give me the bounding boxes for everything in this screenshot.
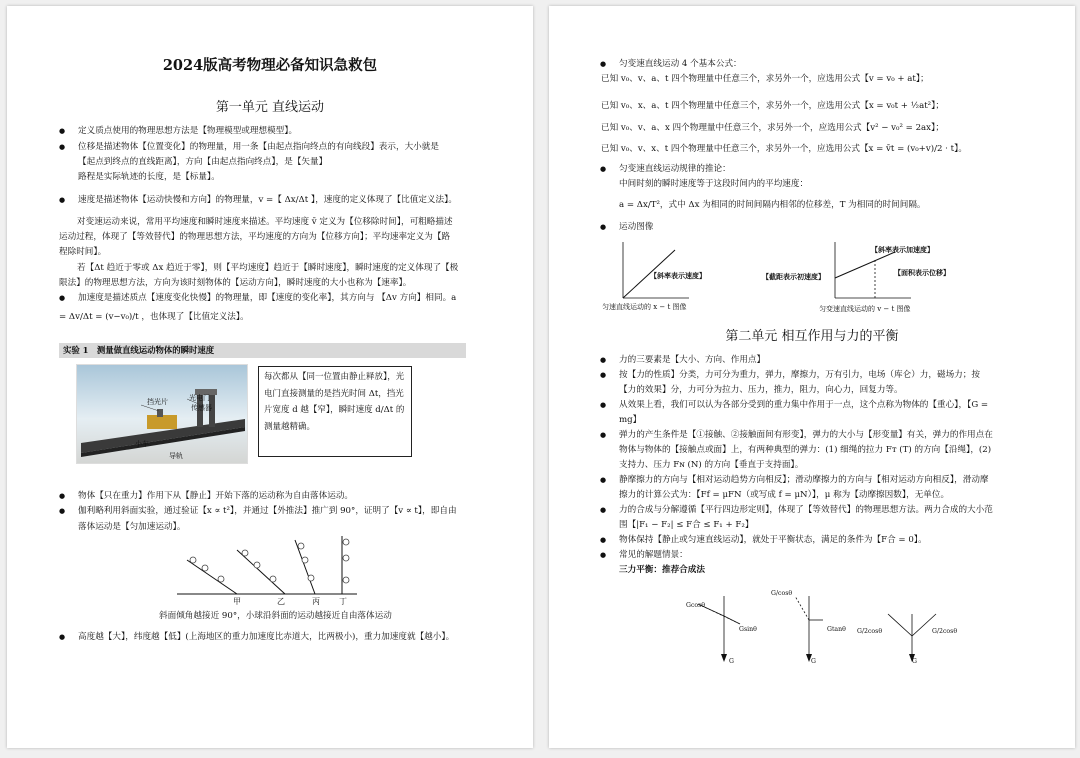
force-label-g3: G [912, 658, 917, 665]
list-item-scenarios [619, 548, 1039, 564]
list-item-free-fall [78, 489, 498, 505]
incline-label-b: 乙 [277, 597, 285, 606]
paragraph-text: 常见的解题情景： [619, 550, 688, 560]
paragraph-text: 运动图像 [619, 222, 654, 232]
paragraph-text: 匀变速直线运动规律的推论： [619, 164, 731, 174]
photogate-apparatus-illustration [77, 365, 249, 465]
xt-caption: 匀速直线运动的 x − t 图像 [602, 303, 687, 311]
document-title: 2024版高考物理必备知识急救包 [162, 57, 378, 74]
force-label-half-2: G/2cosθ [932, 628, 958, 635]
list-item-elastic-force [619, 428, 1039, 444]
xt-graph [621, 240, 691, 300]
paragraph-line: 程除时间】。 [59, 247, 107, 257]
paragraph-line: 擦力的计算公式为：【Ff = μFN（或写成 f = μN）】，μ 称为【动摩擦因数】，无单位。 [619, 490, 950, 500]
paragraph-text: 从效果上看，我们可以认为各部分受到的重力集中作用于一点，这个点称为物体的【重心】，【G = [619, 400, 989, 410]
paragraph-line: 物体与物体的【接触点或面】上，有两种典型的弹力：(1) 细绳的拉力 Fᴛ (T) 的方向【沿绳】，(2) [619, 445, 992, 455]
list-item-formulas [619, 57, 1039, 73]
list-item-motion-graphs [619, 220, 1039, 236]
incline-diagram [177, 536, 377, 596]
paragraph-text: 匀变速直线运动 4 个基本公式： [619, 59, 742, 69]
experiment-tip-box: 每次都从【同一位置由静止释放】，光电门直接测量的是挡光时间 Δt，挡光片宽度 d 越【窄】，瞬时速度 d/Δt 的测量越精确。 [258, 366, 412, 457]
list-item-particle [78, 124, 498, 140]
list-item-friction [619, 473, 1039, 489]
paragraph-text: 力的合成与分解遵循【平行四边形定则】，体现了【等效替代】的物理思想方法。两力合成的大小范 [619, 505, 993, 515]
list-item-velocity [78, 193, 498, 209]
paragraph-text: 高度越【大】，纬度越【低】(上海地区的重力加速度比赤道大，比两极小)，重力加速度就【越小】。 [78, 632, 455, 642]
formula-line-3: 已知 v₀、v、a、x 四个物理量中任意三个，求另外一个，应选用公式【v² − v₀² = 2ax】； [601, 123, 944, 133]
paragraph-line: 落体运动是【匀加速运动】。 [78, 522, 186, 532]
list-item-inference [619, 162, 1039, 178]
vt-area-label: 【面积表示位移】 [894, 268, 950, 277]
document-page-right [549, 6, 1075, 748]
list-item-center-of-gravity [619, 398, 1039, 414]
photogate-photo [76, 364, 248, 464]
paragraph-line: 【起点到终点的直线距离】，方向【由起点指向终点】，是【矢量】 [78, 157, 328, 167]
photo-label-photogate: 光电门 [189, 394, 210, 402]
paragraph-text: 速度是描述物体【运动快慢和方向】的物理量，v =【 Δx/Δt 】，速度的定义体现了【比值定义法】。 [78, 195, 458, 205]
force-label-gsin: Gsinθ [739, 626, 757, 633]
force-label-g-over-cos: G/cosθ [771, 590, 793, 597]
paragraph-text: 加速度是描述质点【速度变化快慢】的物理量，即【速度的变化率】，其方向与 【Δv 方向】相同。a [78, 293, 457, 303]
force-label-g2: G [811, 658, 816, 665]
force-label-half-1: G/2cosθ [857, 628, 883, 635]
paragraph-text: 力的三要素是【大小、方向、作用点】 [619, 355, 766, 365]
list-item-equilibrium [619, 533, 1039, 549]
paragraph-line: 【力的效果】分，力可分为拉力、压力，推力，阻力，向心力，回复力等。 [619, 385, 903, 395]
incline-label-c: 丙 [312, 597, 320, 606]
vt-slope-label: 【斜率表示加速度】 [871, 245, 934, 254]
paragraph-text: 定义质点使用的物理思想方法是【物理模型或理想模型】。 [78, 126, 298, 136]
paragraph-text: 物体保持【静止或匀速直线运动】，就处于平衡状态，满足的条件为【F合 = 0】。 [619, 535, 927, 545]
list-item-displacement [78, 140, 498, 156]
list-item-force-elements [619, 353, 1039, 369]
photo-label-sensor: 传感器 [191, 404, 212, 412]
paragraph-text: 物体【只在重力】作用下从【静止】开始下落的运动称为自由落体运动。 [78, 491, 354, 501]
paragraph-line: 支持力、压力 Fɴ (N) 的方向【垂直于支持面】。 [619, 460, 804, 470]
incline-label-d: 丁 [339, 597, 347, 606]
force-diagram-2 [789, 596, 849, 676]
paragraph-text: 静摩擦力的方向与【相对运动趋势方向相反】；滑动摩擦力的方向与【相对运动方向相反】，滑动摩 [619, 475, 989, 485]
vt-caption: 匀变速直线运动的 v − t 图像 [819, 305, 911, 313]
experiment-heading: 实验 1 测量做直线运动物体的瞬时速度 [59, 343, 466, 358]
list-item-composition [619, 503, 1039, 519]
list-item-acceleration [78, 291, 498, 307]
formula-line-1: 已知 v₀、v、a、t 四个物理量中任意三个，求另外一个，应选用公式【v = v₀ + at】； [601, 74, 929, 84]
unit-1-title: 第一单元 直线运动 [215, 100, 325, 115]
incline-label-a: 甲 [233, 597, 241, 606]
paragraph-text: 位移是描述物体【位置变化】的物理量，用一条【由起点指向终点的有向线段】表示，大小就是 [78, 142, 439, 152]
formula-line-4: 已知 v₀、v、x、t 四个物理量中任意三个，求另外一个，应选用公式【x = v̄t = (v₀+v)/2 · t】。 [601, 144, 967, 154]
scenario-heading: 三力平衡：推荐合成法 [619, 565, 705, 575]
unit-2-title: 第二单元 相互作用与力的平衡 [725, 329, 899, 344]
paragraph-line: mg】 [619, 415, 642, 425]
photo-label-cart: 小车 [135, 440, 149, 448]
photo-label-shutter: 挡光片 [147, 398, 168, 406]
paragraph-text: 按【力的性质】分类，力可分为重力，弹力，摩擦力，万有引力，电场（库仑）力，磁场力；按 [619, 370, 980, 380]
paragraph-line: a = Δx/T²，式中 Δx 为相同的时间间隔内相邻的位移差，T 为相同的时间间隔。 [619, 200, 926, 210]
paragraph-line: 若【Δt 趋近于零或 Δx 趋近于零】，则【平均速度】趋近于【瞬时速度】，瞬时速度的定义体现了【极 [77, 263, 459, 273]
paragraph-text: 弹力的产生条件是【①接触、②接触面间有形变】，弹力的大小与【形变量】有关，弹力的作用点在 [619, 430, 993, 440]
paragraph-line: = Δv/Δt = (v−v₀)/t ，也体现了【比值定义法】。 [59, 312, 249, 322]
list-item-force-types [619, 368, 1039, 384]
paragraph-line: 围【|F₁ − F₂| ≤ F合 ≤ F₁ + F₂】 [619, 520, 754, 530]
paragraph-line: 运动过程，体现了【等效替代】的物理思想方法，平均速度的方向为【位移方向】；平均速率定义为【路 [59, 232, 451, 242]
incline-caption: 斜面倾角越接近 90°，小球沿斜面的运动越接近自由落体运动 [159, 611, 392, 621]
paragraph-text: 伽利略利用斜面实验，通过验证【x ∝ t²】，并通过【外推法】推广到 90°，证明了【v ∝ t】，即自由 [78, 506, 457, 516]
vt-intercept-label: 【截距表示初速度】 [762, 272, 825, 281]
paragraph-line: 路程是实际轨迹的长度，是【标量】。 [78, 172, 220, 182]
paragraph-line: 对变速运动来说，常用平均速度和瞬时速度来描述。平均速度 v̄ 定义为【位移除时间】，可粗略描述 [77, 217, 453, 227]
force-label-gcos: Gcosθ [686, 602, 706, 609]
force-label-g1: G [729, 658, 734, 665]
paragraph-line: 中间时刻的瞬时速度等于这段时间内的平均速度： [619, 179, 809, 189]
document-page-left [7, 6, 533, 748]
paragraph-line: 限法】的物理思想方法，方向为该时刻物体的【运动方向】，瞬时速度的大小也称为【速率】。 [59, 278, 412, 288]
list-item-galileo [78, 504, 498, 520]
formula-line-2: 已知 v₀、x、a、t 四个物理量中任意三个，求另外一个，应选用公式【x = v₀t + ½at²】； [601, 101, 944, 111]
force-label-gtan: Gtanθ [827, 626, 846, 633]
photo-label-track: 导轨 [169, 452, 183, 460]
xt-slope-label: 【斜率表示速度】 [650, 271, 706, 280]
list-item-gravity [78, 630, 498, 646]
